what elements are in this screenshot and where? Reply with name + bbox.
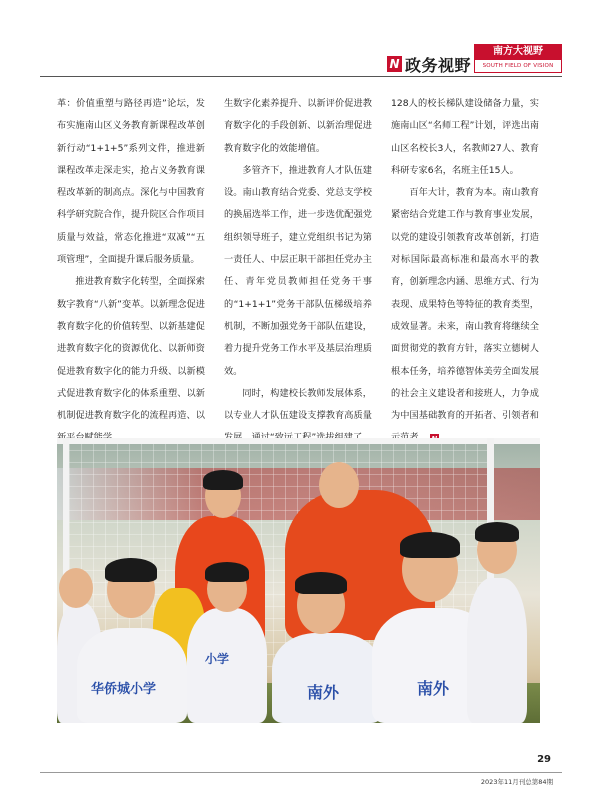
jersey-text: 南外 (417, 679, 450, 698)
magazine-logo-icon: N (387, 56, 402, 72)
kid-far-right-hair (475, 522, 519, 542)
kid-far-right (467, 578, 527, 723)
paragraph: 同时，构建校长教师发展体系，以专业人才队伍建设支撑教育高质量 (224, 387, 372, 422)
paragraph (391, 182, 539, 450)
jersey-text: 华侨城小学 (91, 682, 157, 697)
kid-center-hair (295, 572, 347, 594)
coach-left-hair (203, 470, 243, 490)
paragraph: 生数字化素养提升、以新评价促进教育数字化的手段创新、以新治理促进教育数字化的效能增值。 (224, 98, 372, 154)
brand-name-cn: 南方大视野 (474, 44, 562, 59)
kid-center (272, 633, 382, 723)
brand-badge (474, 44, 562, 73)
kid-left-edge-head (59, 568, 93, 608)
paragraph-text: 百年大计，教育为本。南山教育紧密结合党建工作与教育事业发展，以党的建设引领教育改革创新，打造对标国际最高标准和最高水平的教育，创新理念内涵、思维方式、行为表现、成果特色等特征的教育类型，成效显著。未来，南山教育将继续全面贯彻党的教育方针，落实立德树人根本任务，培养德智体美劳全面发展的社会主义建设者和接班人，力争成为中国基础教育的开拓者、引领者和 (391, 187, 539, 422)
paragraph: 多管齐下，推进教育人才队伍建设。南山教育结合党委、党总支学校的换届选举工作，进一步选优配强党组织领导班子，建立党组织书记为第一责任人、中层正职干部担任党办主任、青年党员教师担任党务干事的“1+1+1”党务干部队伍梯级培养机制，不断加强党务干部队伍建设，着力提升党务工作水平及基层治理质效。 (224, 164, 372, 377)
header-divider (40, 76, 562, 77)
kid-front-left-hair (105, 558, 157, 582)
jersey-text: 小学 (205, 652, 230, 666)
kid-center-left-hair (205, 562, 249, 582)
section-title: 政务视野 (405, 56, 472, 75)
text-column-3 (391, 93, 539, 450)
coach-right-head (319, 462, 359, 508)
paragraph: 推进教育数字化转型，全面探索数字教育“八新”变革。以新理念促进教育数字化的价值转型、以新基建促进教育数字化的资源优化、以新师资促进教育数字化的能力升级、以新模式促进教育数字化的体系重塑、以新机制促进教育数字化的流程再造、以 (57, 276, 205, 422)
jersey-text: 南外 (307, 683, 340, 702)
football-training-photo (57, 438, 540, 723)
text-column-1 (57, 93, 205, 450)
page-number: 29 (537, 754, 551, 765)
goal-crossbar (57, 438, 540, 444)
paragraph: 128人的校长梯队建设储备力量，实施南山区“名师工程”计划，评选出南山区名校长3人，名教师27人、教育科研专家6名，名班主任15人。 (391, 98, 539, 176)
brand-name-en: SOUTH FIELD OF VISION (474, 59, 562, 73)
page-header (0, 0, 595, 80)
kid-right-hair (400, 532, 460, 558)
text-column-2 (224, 93, 372, 450)
issue-info: 2023年11月刊总第84期 (480, 778, 553, 786)
kid-front-left (77, 628, 187, 723)
paragraph: 革：价值重塑与路径再造”论坛，发布实施南山区义务教育新课程改革创新行动“1+1+5”系列文件，推进新课程改革走深走实，抢占义务教育课程改革新的制高点。深化与中国教育科学研究院合作，提升院区合作项目质量与效益，常态化推进“双减”“五项管理”，全面提升课后服务质量。 (57, 98, 205, 266)
footer-divider (40, 772, 562, 773)
